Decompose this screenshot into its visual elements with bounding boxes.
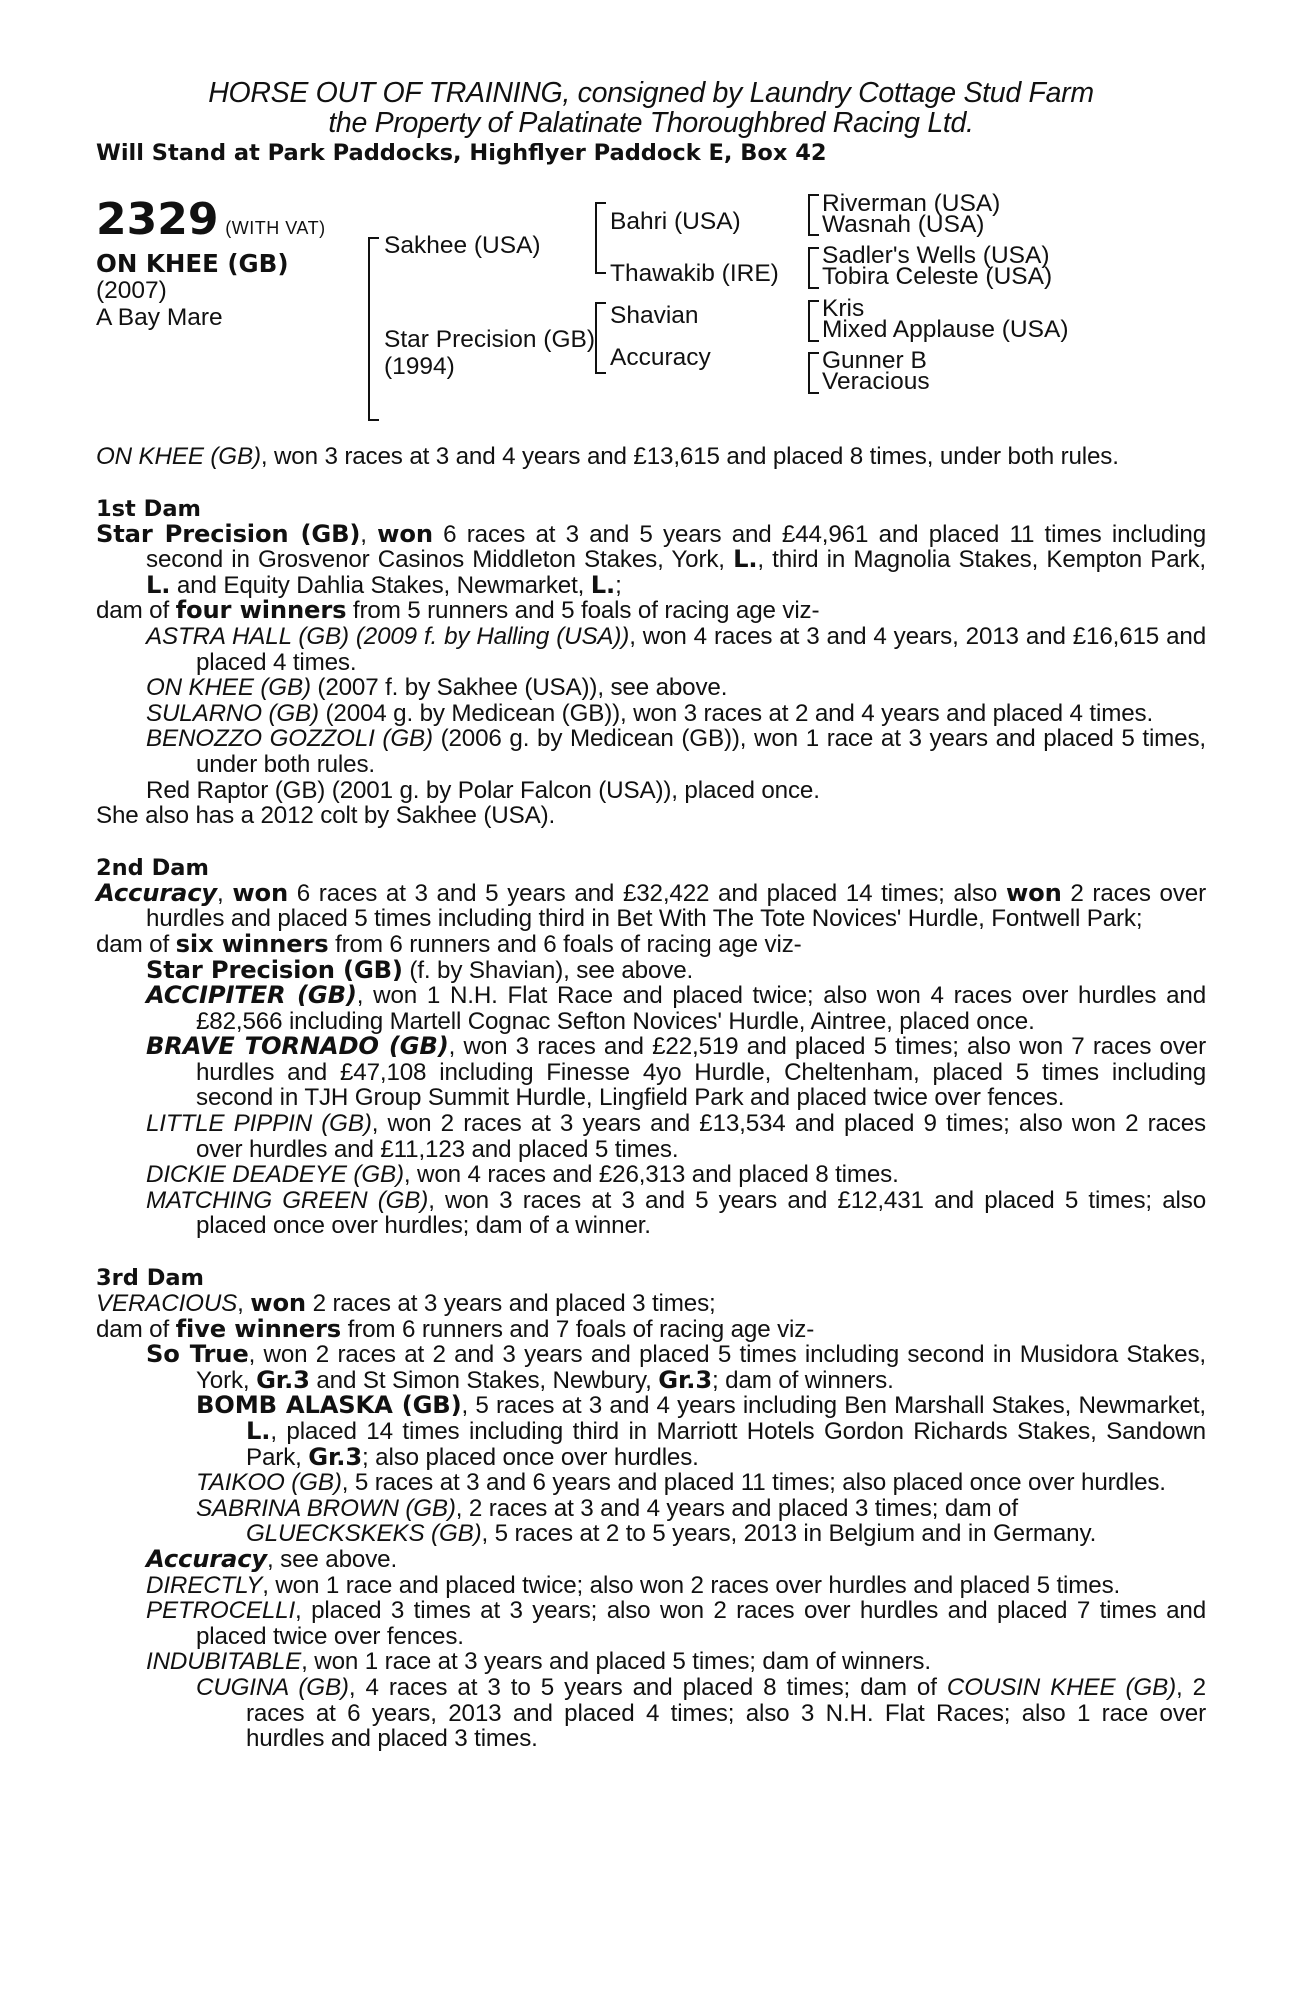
list-item: ASTRA HALL (GB) (2009 f. by Halling (USA)), won 4 races at 3 and 4 years, 2013 and £16,615 and placed 4 times.: [146, 622, 1207, 676]
summary-text: , won 3 races at 3 and 4 years and £13,615 and placed 8 times, under both rules.: [260, 443, 1119, 470]
catalogue-page: [96, 78, 1206, 1752]
second-dam-name: Accuracy: [96, 878, 218, 907]
second-dam-heading: 2nd Dam: [96, 854, 209, 881]
list-item: Accuracy, see above.: [146, 1544, 398, 1573]
owner-line: the Property of Palatinate Thoroughbred Racing Ltd.: [328, 107, 974, 139]
first-dam-also-line: She also has a 2012 colt by Sakhee (USA).: [96, 802, 556, 830]
dd-parents-bracket: [808, 352, 819, 394]
first-dam-heading: 1st Dam: [96, 495, 201, 522]
list-item: LITTLE PIPPIN (GB), won 2 races at 3 years and £13,534 and placed 9 times; also won 2 races over hurdles and £11,123 and placed 5 times.: [146, 1110, 1206, 1163]
summary-paragraph: [96, 444, 1206, 470]
list-item: PETROCELLI, placed 3 times at 3 years; also won 2 races over hurdles and placed 7 times and placed twice over fences.: [146, 1597, 1206, 1650]
list-item: BENOZZO GOZZOLI (GB) (2006 g. by Medicean (GB)), won 1 race at 3 years and placed 5 times, under both rules.: [146, 725, 1206, 778]
dam-dam-dam: Veracious: [822, 368, 930, 395]
third-dam-produce-line: dam of five winners from 6 runners and 7 foals of racing age viz-: [96, 1314, 815, 1343]
list-item: ACCIPITER (GB), won 1 N.H. Flat Race and placed twice; also won 4 races over hurdles and £82,566 including Martell Cognac Sefton Novices' Hurdle, Aintree, placed once.: [146, 981, 1206, 1035]
dam-sire-dam: Mixed Applause (USA): [822, 316, 1069, 343]
sire-sire-dam: Wasnah (USA): [822, 211, 985, 238]
ds-parents-bracket: [808, 300, 819, 342]
third-dam-heading: 3rd Dam: [96, 1265, 204, 1292]
third-dam-section: [96, 1291, 1206, 1752]
first-dam-section: [96, 519, 1207, 830]
third-dam-name: VERACIOUS: [96, 1290, 238, 1318]
dam-dam-sire: Gunner B: [822, 347, 927, 374]
second-dam-section: [96, 878, 1206, 1240]
dam-parents-bracket: [595, 302, 606, 374]
summary-horse-name: ON KHEE (GB): [96, 443, 261, 470]
pedigree-table: [96, 190, 1206, 430]
list-item: ON KHEE (GB) (2007 f. by Sakhee (USA)), see above.: [146, 674, 728, 702]
list-item: GLUECKSKEKS (GB), 5 races at 2 to 5 years, 2013 in Belgium and in Germany.: [246, 1520, 1097, 1548]
sire-sire-sire: Riverman (USA): [822, 190, 1001, 217]
list-item: So True, won 2 races at 2 and 3 years and placed 5 times including second in Musidora Stakes, York, Gr.3 and St Simon Stakes, Newbury, Gr.3; dam of winners.: [146, 1340, 1206, 1394]
list-item: Star Precision (GB) (f. by Shavian), see above.: [146, 955, 694, 984]
sire: Sakhee (USA): [384, 232, 541, 259]
list-item: MATCHING GREEN (GB), won 3 races at 3 and 5 years and £12,431 and placed 5 times; also placed once over hurdles; dam of a winner.: [146, 1186, 1206, 1240]
sd-parents-bracket: [808, 247, 819, 289]
ss-parents-bracket: [808, 194, 819, 236]
list-item: DICKIE DEADEYE (GB), won 4 races and £26,313 and placed 8 times.: [146, 1161, 899, 1189]
sire-dam-bracket: [368, 237, 379, 421]
stabling-line: Will Stand at Park Paddocks, Highflyer Paddock E, Box 42: [96, 140, 827, 166]
first-dam-record: Star Precision (GB), won 6 races at 3 and 5 years and £44,961 and placed 11 times including second in Grosvenor Casinos Middleton Stakes, York, L., third in Magnolia Stakes, Kempton Park, L. and Equity Dahlia Stakes, Newmarket, L.;: [96, 519, 1207, 599]
list-item: BOMB ALASKA (GB), 5 races at 3 and 4 years including Ben Marshall Stakes, Newmarket, L., placed 14 times including third in Marriott Hotels Gordon Richards Stakes, Sandown Park, Gr.3; also placed once over hurdles.: [196, 1391, 1207, 1471]
horse-year: (2007): [96, 277, 167, 304]
second-dam-produce-line: dam of six winners from 6 runners and 6 foals of racing age viz-: [96, 929, 802, 958]
dam-year: (1994): [384, 353, 455, 380]
list-item: BRAVE TORNADO (GB), won 3 races and £22,519 and placed 5 times; also won 7 races over hurdles and £47,108 including Finesse 4yo Hurdle, Cheltenham, placed 5 times including second in TJH Group Summit Hurdle, Lingfield Park and placed twice over fences.: [146, 1032, 1206, 1112]
list-item: Red Raptor (GB) (2001 g. by Polar Falcon (USA)), placed once.: [146, 776, 820, 804]
sire-parents-bracket: [595, 202, 606, 274]
dam: Star Precision (GB): [384, 326, 596, 353]
consignor-line: HORSE OUT OF TRAINING, consigned by Laundry Cottage Stud Farm: [208, 77, 1094, 109]
dam-sire-sire: Kris: [822, 295, 865, 322]
list-item: DIRECTLY, won 1 race and placed twice; also won 2 races over hurdles and placed 5 times.: [146, 1571, 1121, 1599]
dam-sire: Shavian: [610, 302, 699, 329]
sire-sire: Bahri (USA): [610, 208, 741, 235]
list-item: SULARNO (GB) (2004 g. by Medicean (GB)), won 3 races at 2 and 4 years and placed 4 times.: [146, 699, 1154, 727]
list-item: INDUBITABLE, won 1 race at 3 years and placed 5 times; dam of winners.: [146, 1648, 931, 1676]
vat-label: (WITH VAT): [225, 218, 326, 238]
first-dam-produce-line: dam of four winners from 5 runners and 5 foals of racing age viz-: [96, 596, 820, 625]
dam-dam: Accuracy: [610, 344, 711, 371]
lot-line: [96, 194, 326, 245]
sire-dam-dam: Tobira Celeste (USA): [822, 263, 1053, 290]
list-item: SABRINA BROWN (GB), 2 races at 3 and 4 years and placed 3 times; dam of: [196, 1494, 1018, 1522]
sire-dam: Thawakib (IRE): [610, 260, 779, 287]
lot-number: 2329: [96, 194, 219, 245]
list-item: CUGINA (GB), 4 races at 3 to 5 years and placed 8 times; dam of COUSIN KHEE (GB), 2 races at 6 years, 2013 and placed 4 times; also 3 N.H. Flat Races; also 1 race over hurdles and placed 3 times.: [196, 1673, 1206, 1753]
horse-name: ON KHEE (GB): [96, 249, 289, 278]
third-dam-record: VERACIOUS, won 2 races at 3 years and placed 3 times;: [96, 1289, 716, 1318]
first-dam-name: Star Precision (GB): [96, 519, 361, 548]
second-dam-record: Accuracy, won 6 races at 3 and 5 years and £32,422 and placed 14 times; also won 2 races over hurdles and placed 5 times including third in Bet With The Tote Novices' Hurdle, Fontwell Park;: [96, 878, 1206, 933]
sire-dam-sire: Sadler's Wells (USA): [822, 242, 1050, 269]
list-item: TAIKOO (GB), 5 races at 3 and 6 years and placed 11 times; also placed once over hurdles.: [196, 1469, 1166, 1497]
horse-description: A Bay Mare: [96, 304, 223, 331]
